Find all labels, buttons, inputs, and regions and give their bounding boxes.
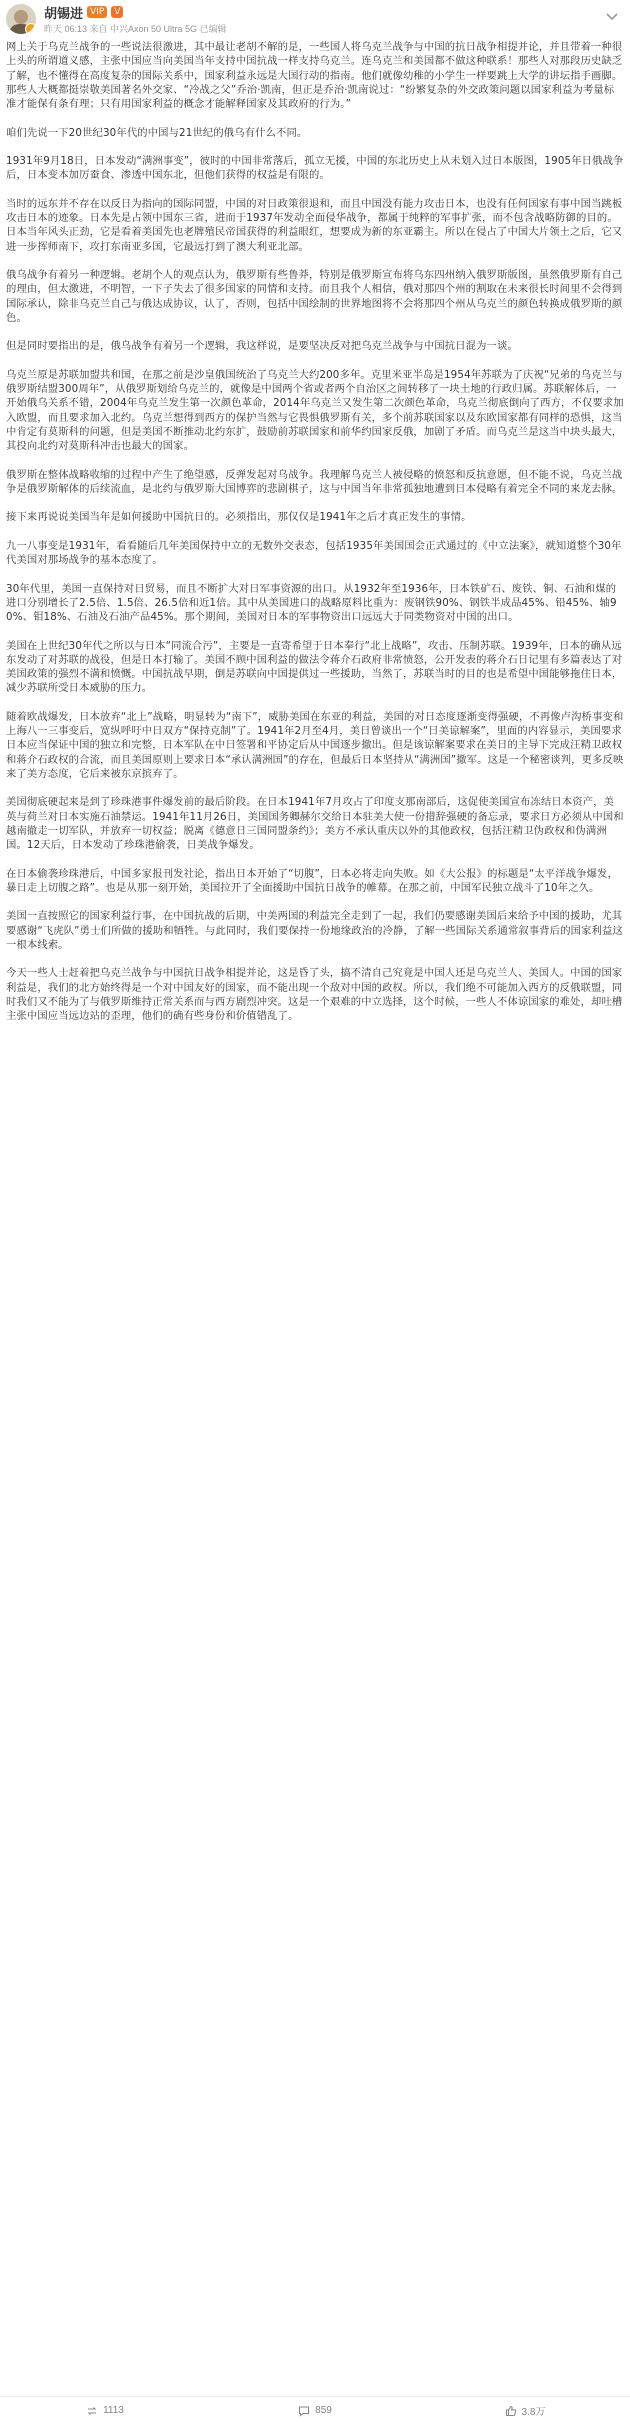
avatar-face [14, 10, 28, 24]
action-bar [0, 2396, 630, 2424]
paragraph: 乌克兰原是苏联加盟共和国，在那之前是沙皇俄国统治了乌克兰大约200多年。克里米亚半岛是1954年苏联为了庆祝“兄弟的乌克兰与俄罗斯结盟300周年”，从俄罗斯划给乌克兰的，就像是中国两个省或者两个自治区之间转移了一块土地的行政归属。苏联解体后，一开始俄乌关系不错，2004年乌克兰发生第一次颜色革命，2014年乌克兰又发生第二次颜色革命，乌克兰彻底倒向了西方，不仅要求加入欧盟，而且要求加入北约。乌克兰想得到西方的保护当然与它畏惧俄罗斯有关，多个前苏联国家以及东欧国家都有同样的恐惧，这当中肯定有莫斯科的问题，但是美国不断推动北约东扩，鼓励前苏联国家和前华约国家反俄，加剧了矛盾。而乌克兰是这当中块头最大，其投向北约对莫斯科冲击也最大的国家。 [6, 368, 624, 452]
repost-icon [86, 2405, 98, 2417]
paragraph: 随着欧战爆发，日本放弃“北上”战略，明显转为“南下”，威胁美国在东亚的利益，美国的对日态度逐渐变得强硬，不再像卢沟桥事变和上海八一三事变后，宽纵呼吁中日双方“保持克制”了。1941年2月至4月，美日曾谈出一个“日美谅解案”，里面的内容显示，美国要求日本应当保证中国的独立和完整，日本军队在中日签署和平协定后从中国逐步撤出。但是该谅解案要求在美日的主导下完成汪精卫政权和蒋介石政权的合流，而且美国原则上要求日本“承认满洲国”的存在，但最后日本坚持从“满洲国”撤军。这是一个秘密谈判，更多反映来了美方态度，它后来被东京摈弃了。 [6, 710, 624, 780]
paragraph: 美国在上世纪30年代之所以与日本“同流合污”，主要是一直寄希望于日本奉行“北上战略”，攻击、压制苏联。1939年，日本的确从远东发动了对苏联的战役，但是日本打输了。美国不顾中国利益的做法令蒋介石政府非常愤怒，公开发表的蒋介石日记里有多篇表达了对美国政策的强烈不满和愤慨。中国抗战早期，倒是苏联向中国提供过一些援助，当然了，苏联当时的目的也是希望中国能够拖住日本，减少苏联所受日本威胁的压力。 [6, 639, 623, 695]
vip-badge: VIP [87, 6, 107, 18]
paragraph: 俄罗斯在整体战略收缩的过程中产生了绝望感，反弹发起对乌战争。我理解乌克兰人被侵略的愤怒和反抗意愿，但不能不说，乌克兰战争是俄罗斯解体的后续流血，是北约与俄罗斯大国博弈的悲剧棋子，这与中国当年非常孤独地遭到日本侵略有着完全不同的来龙去脉。 [6, 468, 623, 495]
paragraph: 俄乌战争有着另一种逻辑。老胡个人的观点认为，俄罗斯有些鲁莽，特别是俄罗斯宣布将乌东四州纳入俄罗斯版图，虽然俄罗斯有自己的理由，但太激进，不明智，一下子失去了很多国家的同情和支持。而且我个人相信，俄对那四个州的割取在未来很长时间里不会得到国际承认，除非乌克兰自己与俄达成协议，认了，否则，包括中国绘制的世界地图将不会将那四个州从乌克兰的颜色转换成俄罗斯的颜色。 [6, 269, 623, 324]
post-content [6, 40, 624, 1023]
name-line [44, 4, 123, 20]
comment-button[interactable] [210, 2397, 420, 2424]
paragraph: 网上关于乌克兰战争的一些说法很激进，其中最让老胡不解的是，一些国人将乌克兰战争与中国的抗日战争相提并论，并且带着一种很上头的所谓道义感，主张中国应当向美国当年支持中国抗战一样支持乌克兰。连乌克兰和美国都不做这种联系！那些人对那段历史缺乏了解，也不懂得在高度复杂的国际关系中，国家利益永远是大国行动的指南。他们就像幼稚的小学生一样要跳上大学的讲坛指手画脚。那些人大概都挺崇敬美国著名外交家、“冷战之父”乔治·凯南，但正是乔治·凯南说过：“纷繁复杂的外交政策问题以国家利益为考量标准才能保有条有理；只有用国家利益的概念才能解释国家及其政府的行为。” [6, 41, 623, 110]
comment-count: 859 [315, 2405, 332, 2416]
paragraph: 接下来再说说美国当年是如何援助中国抗日的。必须指出，那仅仅是1941年之后才真正发生的事情。 [6, 511, 472, 524]
paragraph: 但是同时要指出的是，俄乌战争有着另一个逻辑，我这样说，是要坚决反对把乌克兰战争与中国抗日混为一谈。 [6, 340, 518, 353]
level-badge: V [111, 6, 123, 18]
paragraph: 在日本偷袭珍珠港后，中国多家报刊发社论，指出日本开始了“切腹”，日本必将走向失败。如《大公报》的标题是“太平洋战争爆发，暴日走上切腹之路”。也是从那一刻开始，美国拉开了全面援助中国抗日战争的帷幕。在那之前，中国军民独立战斗了10年之久。 [6, 867, 618, 894]
chevron-down-icon [604, 8, 620, 24]
paragraph: 30年代里，美国一直保持对日贸易，而且不断扩大对日军事资源的出口。从1932年至1936年，日本铁矿石、废铁、铜、石油和煤的进口分别增长了2.5倍、1.5倍、26.5倍和近1倍。其中从美国进口的战略原料比重为：废钢铁90%、钢铁半成品45%、铅45%、轴90%、钼18%、石油及石油产品45%。那个期间，美国对日本的军事物资出口远远大于同类物资对中国的出口。 [6, 582, 617, 623]
comment-icon [298, 2405, 310, 2417]
repost-count: 1113 [103, 2405, 124, 2416]
paragraph: 当时的远东并不存在以反日为指向的国际同盟，中国的对日政策很退和，而且中国没有能力攻击日本，也没有任何国家有事中国当跳板攻击日本的迹象。日本先是占领中国东三省，进而于1937年发动全面侵华战争，都属于纯粹的军事扩张，而不包含战略防御的目的。日本当年风头正劲，它是看着美国先也老牌殖民帝国获得的利益眼红，想要成为新的东亚霸主。所以在侵占了中国大片领土之后，它又进一步挥师南下，攻打东南亚多国，它最远打到了澳大利亚北部。 [6, 197, 623, 253]
paragraph: 美国彻底硬起来是到了珍珠港事件爆发前的最后阶段。在日本1941年7月攻占了印度支那南部后，这促使美国宣布冻结日本资产，美英与荷兰对日本实施石油禁运。1941年11月26日，美国国务卿赫尔交给日本驻美大使一份措辞强硬的备忘录，要求日方必须从中国和越南撤走一切军队，并放弃一切权益；脱离《德意日三国同盟条约》；美方不承认重庆以外的其他政权，包括汪精卫伪政权和伪满洲国。12天后，日本发动了珍珠港偷袭，日美战争爆发。 [6, 796, 624, 851]
verified-badge-icon [25, 23, 36, 34]
like-icon [505, 2405, 517, 2417]
repost-button[interactable] [0, 2397, 210, 2424]
author-name[interactable]: 胡锡进 [44, 5, 84, 21]
like-count: 3.8万 [521, 2407, 546, 2418]
paragraph: 今天一些人士赶着把乌克兰战争与中国抗日战争相提并论，这是昏了头，搞不清自己究竟是中国人还是乌克兰人、美国人。中国的国家利益是，我们的北方始终得是一个对中国友好的国家，而不能出现一个敌对中国的政权。所以，我们绝不可能加入西方的反俄联盟，同时我们又不能为了与俄罗斯维持正常关系而与西方剧烈冲突。这是一个艰难的中立选择，这个时候，一些人不体谅国家的难处，却吐槽主张中国应当远边站的歪理，他们的确有些身份和价值错乱了。 [6, 967, 623, 1022]
paragraph: 1931年9月18日，日本发动“满洲事变”，彼时的中国非常落后，孤立无援，中国的东北历史上从未划入过日本版图，1905年日俄战争后，日本变本加厉蚕食、渗透中国东北，但他们获得的权益是有限的。 [6, 155, 624, 182]
paragraph: 美国一直按照它的国家利益行事，在中国抗战的后期，中美两国的利益完全走到了一起，我们仍要感谢美国后来给予中国的援助，尤其要感谢“飞虎队”勇士们所做的援助和牺牲。与此同时，我们要保持一份地缘政治的冷静，了解一些国际关系通常叙事背后的国家利益这一根本线索。 [6, 910, 623, 951]
avatar[interactable] [6, 4, 36, 34]
paragraph: 九一八事变是1931年，看看随后几年美国保持中立的无数外交表态，包括1935年美国国会正式通过的《中立法案》，就知道整个30年代美国对那场战争的基本态度了。 [6, 539, 622, 566]
like-button[interactable] [420, 2397, 630, 2424]
post-meta: 昨天 06:13 来自 中兴Axon 50 Ultra 5G 已编辑 [44, 24, 227, 34]
paragraph: 咱们先说一下20世纪30年代的中国与21世纪的俄乌有什么不同。 [6, 126, 308, 139]
more-menu-button[interactable] [604, 8, 620, 24]
post-header [0, 0, 630, 40]
